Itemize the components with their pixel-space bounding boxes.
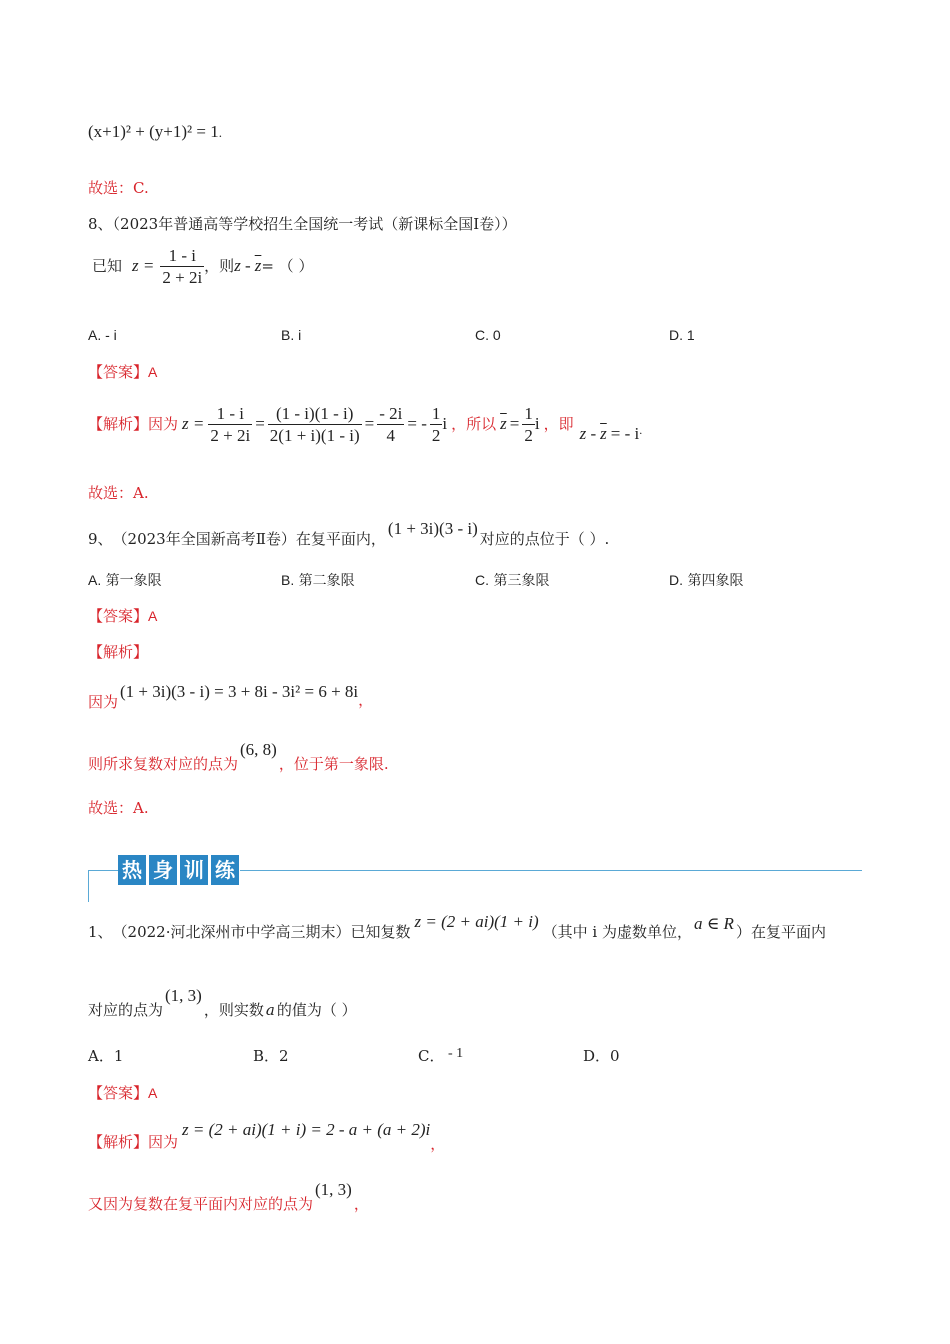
w1-line2-var: a [265,1001,275,1019]
banner-char-2: 身 [149,855,177,885]
q9-line2-post: ，位于第一象限. [278,755,389,773]
q8-analysis-frac3-num: - 2i [379,403,403,423]
q8-analysis-frac1 [208,405,252,444]
w1-option-a-label: A． [88,1047,114,1065]
w1-options [88,1046,888,1066]
w1-line3-pre: 又因为复数在复平面内对应的点为 [88,1195,314,1213]
q9-option-c [475,570,549,590]
q8-option-a [88,327,117,343]
w1-option-d-label: D． [583,1047,611,1065]
q8-option-d-value: 1 [683,327,695,343]
q8-analysis-frac5-den: 2 [524,425,533,445]
q9-option-a-value: 第一象限 [101,573,162,589]
q8-analysis-i2: i [534,414,540,433]
w1-analysis [88,1116,445,1156]
q9-option-c-label: C. [475,572,489,588]
q7-result: 故选：C. [88,179,149,197]
q9-source: （2023年全国新高考Ⅱ卷）在复平面内， [112,530,386,548]
q9-line1-expr: (1 + 3i)(3 - i) = 3 + 8i - 3i² = 6 + 8i [120,682,359,701]
q8-given-den: 2 + 2i [162,267,203,287]
q8-analysis-frac2-num: (1 - i)(1 - i) [268,405,362,425]
w1-option-b-value: 2 [279,1047,289,1065]
q9-option-a [88,570,162,590]
q8-given-expr-z: z - [234,256,251,275]
w1-line2-pre: 对应的点为 [88,1001,164,1019]
q8-given-label: 已知 [92,257,123,275]
q8-option-b-value: i [294,327,302,343]
w1-heading [88,912,826,952]
w1-number: 1、 [88,923,113,941]
q8-analysis-thus: ，即 [543,415,574,433]
top-equation-tail: . [218,125,222,140]
w1-option-b-label: B． [253,1047,280,1065]
q9-option-c-value: 第三象限 [489,573,550,589]
q8-analysis-frac5 [522,405,535,444]
q9-option-d-value: 第四象限 [683,573,744,589]
q8-option-a-label: A. [88,327,102,343]
q9-analysis-tag: 【解析】 [88,643,149,661]
q9-expr: (1 + 3i)(3 - i) [387,519,478,538]
q8-analysis-frac2-den: 2(1 + i)(1 - i) [269,425,360,445]
banner-char-1: 热 [118,855,146,885]
w1-answer-value: A [148,1085,158,1101]
q8-analysis-frac2 [268,405,362,444]
top-equation [88,122,222,142]
w1-option-c-label: C． [418,1047,445,1065]
q9-option-b-value: 第二象限 [294,573,355,589]
q8-given-fraction [160,247,204,286]
w1-line3-post: ， [353,1195,369,1213]
q8-analysis: 【解析】 因为 z = $\frac{1 - i}{2 + 2i}$ = $\frac{(1 - i)(1 - i)}{2(1 + i)(1 - i)}$ = $\frac{- 2i}{4}$ = - $\frac{1}{2}$ i ，所以 $\overline{z}$ = $\frac{1}{2}$ i ，即 z - $\overline{z}$ = - i . [88,403,643,445]
q8-option-d [669,327,695,343]
w1-analysis-tag: 【解析】 [88,1133,149,1151]
banner-char-3: 训 [180,855,208,885]
w1-tail: ）在复平面内 [735,923,826,941]
q8-answer-tag: 【答案】 [88,363,149,381]
w1-mid: （其中 i 为虚数单位， [542,923,692,941]
q9-option-b-label: B. [281,572,295,588]
q9-tail: 对应的点位于（ ）. [479,530,610,548]
w1-analysis-line3 [88,1176,369,1216]
q8-analysis-tag: 【解析】 [88,415,149,433]
w1-analysis-because: 因为 [148,1133,179,1151]
w1-analysis-expr: z = (2 + ai)(1 + i) = 2 - a + (a + 2)i [182,1120,431,1139]
q8-analysis-final-tail: = - i [610,424,640,443]
q9-line1-post: ， [358,691,374,709]
q8-analysis-because: 因为 [148,415,179,433]
w1-answer-tag: 【答案】 [88,1084,149,1102]
q9-options [88,570,888,590]
q9-line2-pre: 则所求复数对应的点为 [88,755,239,773]
w1-line3-point: (1, 3) [315,1180,352,1199]
q8-analysis-z: z = [182,414,205,433]
w1-option-a [88,1046,123,1066]
q8-option-a-value: - i [101,327,117,343]
w1-analysis-post: ， [430,1135,446,1153]
top-equation-text: (x+1)² + (y+1)² = 1 [88,122,219,141]
q9-option-a-label: A. [88,572,102,588]
q8-analysis-frac3 [377,405,404,444]
q8-analysis-frac4 [430,405,443,444]
w1-option-b [253,1046,289,1066]
q8-options [88,327,888,347]
q8-number: 8、 [88,215,113,233]
q8-analysis-frac1-num: 1 - i [208,405,252,425]
w1-source: （2022·河北深州市中学高三期末）已知复数 [112,923,411,941]
q8-given [92,242,313,290]
w1-option-a-value: 1 [113,1047,124,1065]
q9-heading [88,520,609,558]
q8-source: （2023年普通高等学校招生全国统一考试（新课标全国Ⅰ卷）） [112,215,517,233]
w1-expr: z = (2 + ai)(1 + i) [414,912,539,931]
q9-analysis-line2 [88,734,389,774]
q8-given-then: ，则 [204,257,235,275]
q8-given-z: z = [132,256,155,275]
w1-option-c-value: - 1 [444,1046,464,1061]
q8-analysis-frac4-den: 2 [431,425,441,445]
q8-analysis-final-bar: $\overline{z}$ [600,424,607,443]
w1-line2 [88,982,357,1022]
q9-option-d [669,570,743,590]
q8-analysis-frac3-den: 4 [386,425,396,445]
q8-analysis-frac4-num: 1 [431,403,441,423]
q8-answer-value: A [148,364,158,380]
q8-heading [88,214,517,234]
q8-analysis-final: z - [579,424,597,443]
w1-option-d [583,1046,620,1066]
q8-analysis-i: i [442,414,448,433]
q8-option-b [281,327,301,343]
q8-option-c [475,327,501,343]
q9-answer-value: A [148,608,158,624]
w1-option-d-value: 0 [610,1047,620,1065]
w1-line2-post: ，则实数 [203,1001,264,1019]
w1-line2-end: 的值为（ ） [276,1001,357,1019]
q8-result: 故选：A. [88,484,149,502]
q9-option-b [281,570,355,590]
w1-line2-point: (1, 3) [165,986,202,1005]
w1-option-c [418,1046,463,1068]
q8-analysis-so: ，所以 [451,415,497,433]
q8-analysis-eq-neg: = - [407,414,427,433]
q8-given-tail: = （ ） [261,257,314,275]
q9-line2-expr: (6, 8) [240,740,277,759]
w1-answer [88,1083,157,1103]
q8-analysis-zbar: $\overline{z}$ [500,414,507,433]
banner-line-down [88,870,89,902]
q9-line1-pre: 因为 [88,693,119,711]
q9-answer-tag: 【答案】 [88,607,149,625]
q8-analysis-frac5-num: 1 [524,403,533,423]
q8-analysis-dot: . [639,423,643,437]
q8-option-b-label: B. [281,327,295,343]
q8-answer [88,362,157,382]
banner-char-4: 练 [211,855,239,885]
q8-option-c-label: C. [475,327,489,343]
q9-answer [88,606,157,626]
q9-option-d-label: D. [669,572,683,588]
q8-given-num: 1 - i [160,247,204,267]
q9-analysis-line1 [88,672,373,712]
banner-line-right [240,870,862,871]
q9-number: 9、 [88,530,113,548]
q9-result: 故选：A. [88,799,149,817]
q8-option-d-label: D. [669,327,683,343]
banner-line-left [88,870,118,871]
q8-analysis-frac1-den: 2 + 2i [210,425,251,445]
w1-cond: a ∈ R [693,914,734,933]
q8-given-expr-zbar: $\overline{z}$ [254,256,262,275]
q8-option-c-value: 0 [489,327,501,343]
